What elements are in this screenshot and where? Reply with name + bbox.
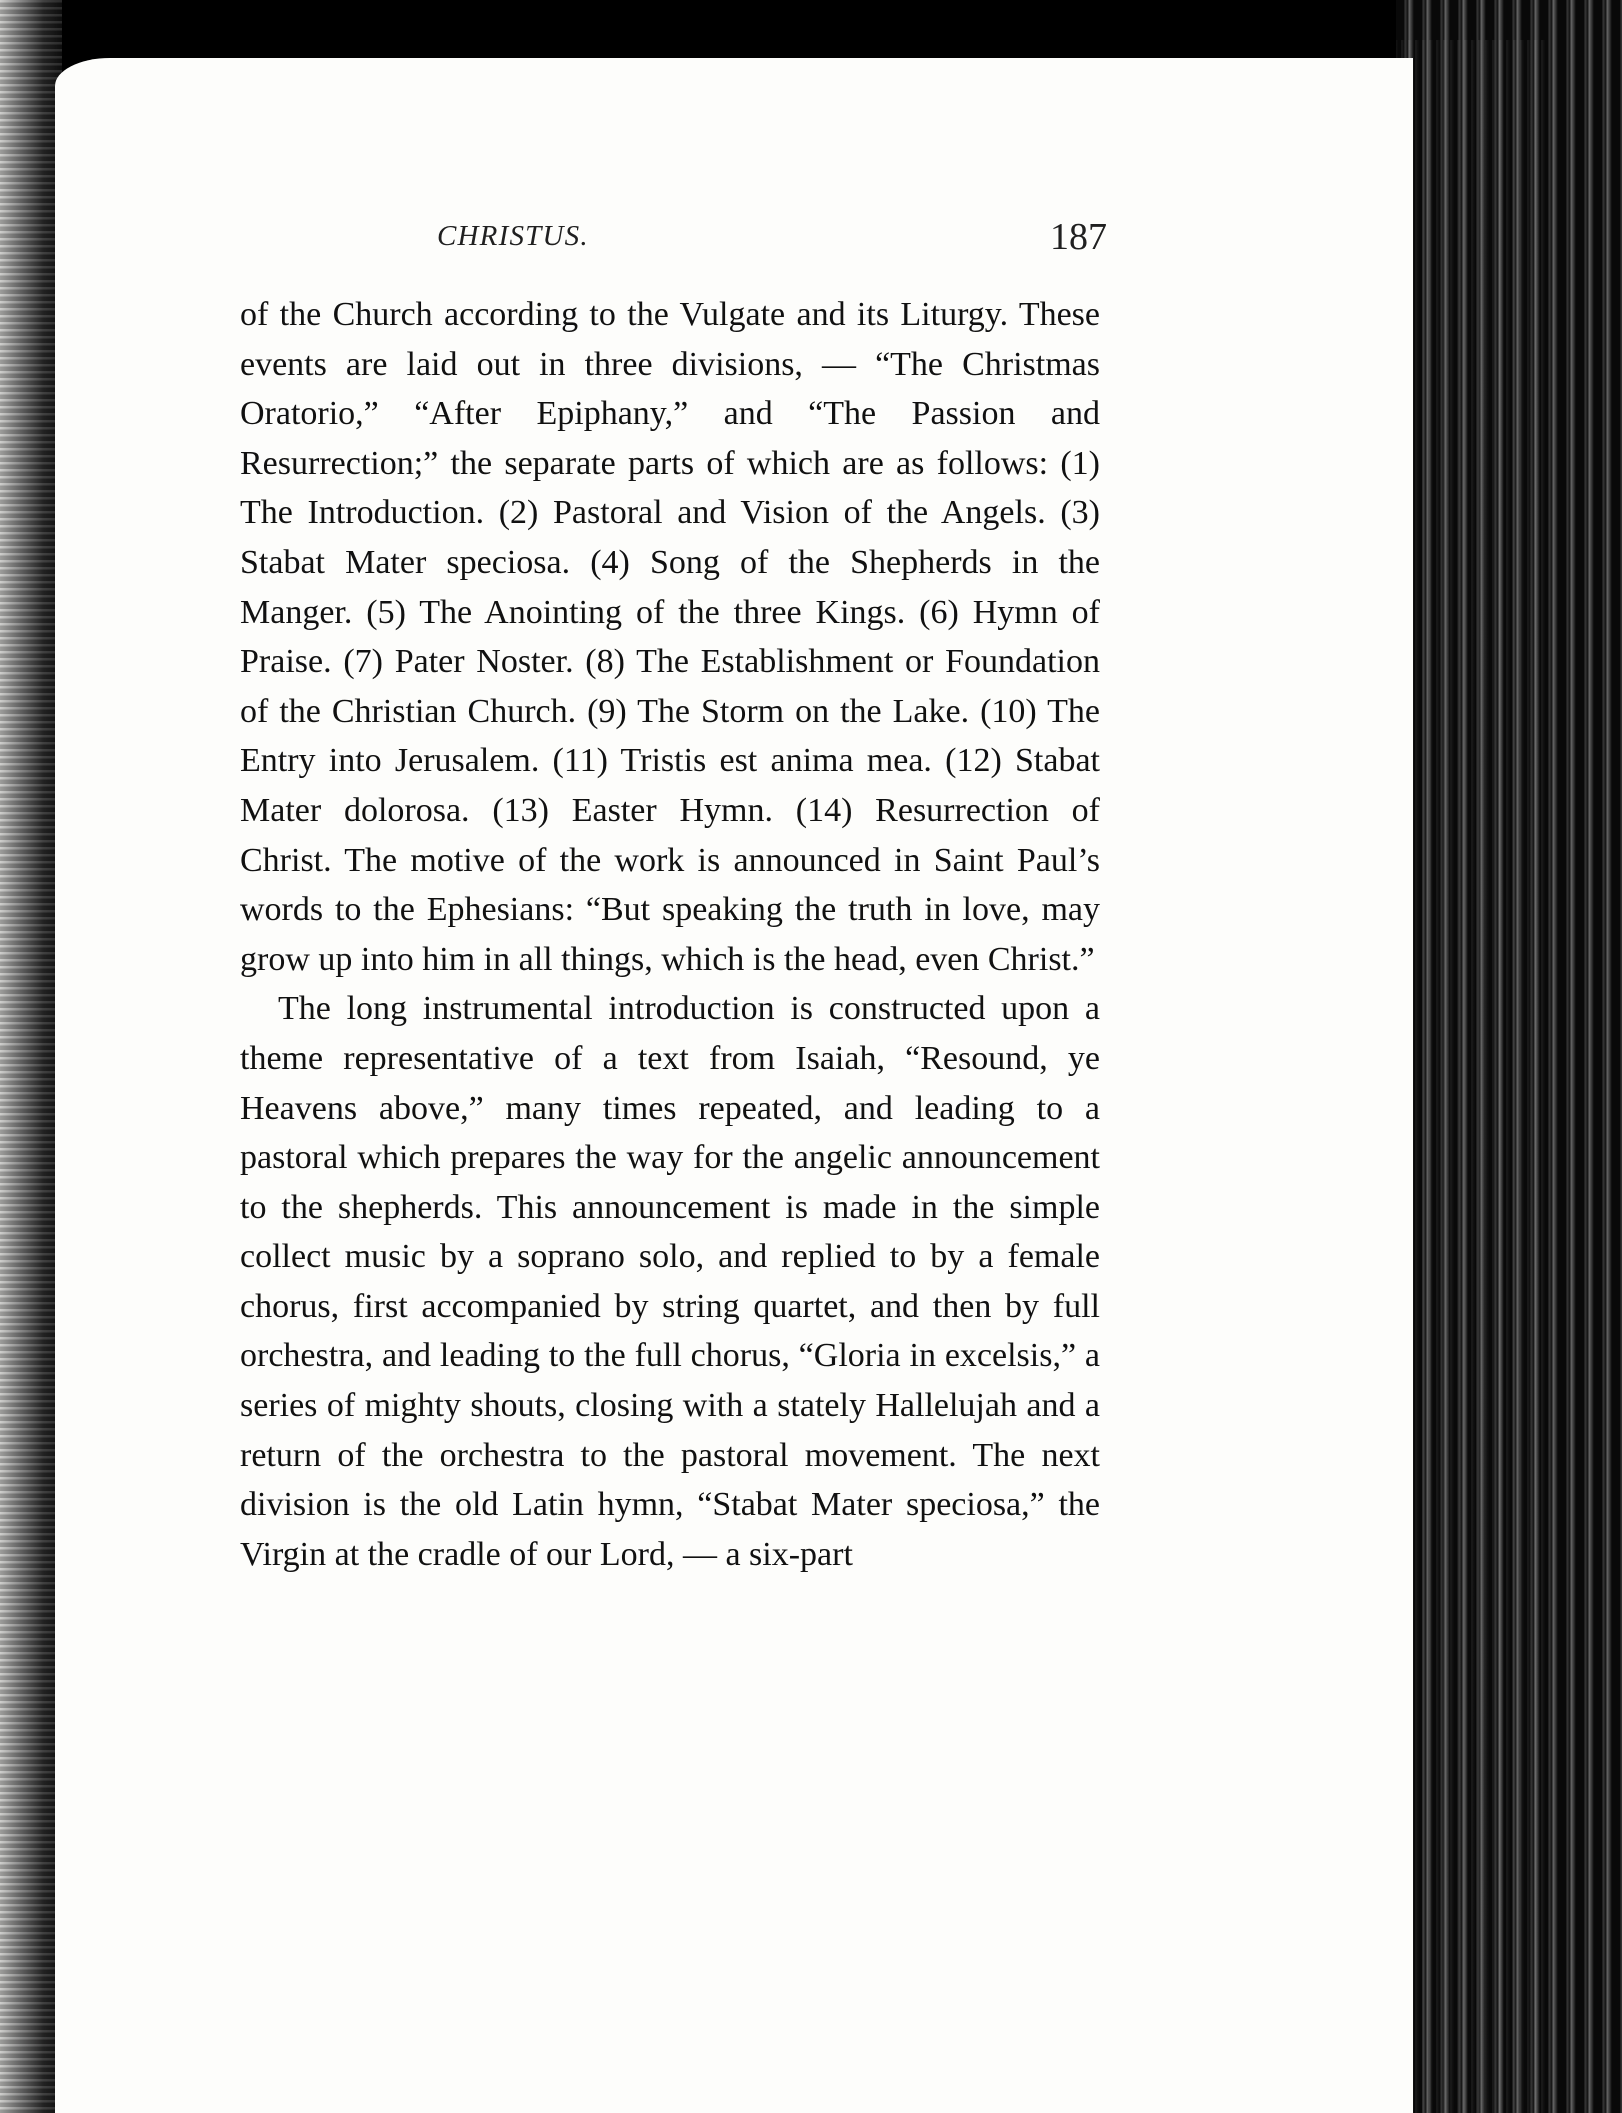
scan-top-border bbox=[0, 0, 1622, 58]
body-text bbox=[240, 290, 1100, 1579]
page-fore-edge bbox=[1396, 40, 1546, 2113]
page-edge-shadow bbox=[0, 0, 62, 2113]
page-number: 187 bbox=[1050, 216, 1107, 258]
running-head: CHRISTUS. bbox=[437, 220, 589, 252]
paragraph: of the Church according to the Vulgate and its Liturgy. These events are laid out in three divisions, — “The Christmas Oratorio,” “After Epiphany,” and “The Passion and Resurrection;” the separate parts of which are as follows: (1) The Introduction. (2) Pastoral and Vision of the Angels. (3) Stabat Mater speciosa. (4) Song of the Shepherds in the Manger. (5) The Anointing of the three Kings. (6) Hymn of Praise. (7) Pater Noster. (8) The Establishment or Foundation of the Christian Church. (9) The Storm on the Lake. (10) The Entry into Jerusalem. (11) Tristis est anima mea. (12) Stabat Mater dolorosa. (13) Easter Hymn. (14) Resurrection of Christ. The motive of the work is announced in Saint Paul’s words to the Ephesians: “But speaking the truth in love, may grow up into him in all things, which is the head, even Christ.” bbox=[240, 296, 1100, 978]
paragraph: The long instrumental introduction is constructed upon a theme representative of a text from Isaiah, “Resound, ye Heavens above,” many times repeated, and leading to a pastoral which prepares the way for the angelic announcement to the shepherds. This announcement is made in the simple collect music by a soprano solo, and replied to by a female chorus, first accompanied by string quartet, and then by full orchestra, and leading to the full chorus, “Gloria in excelsis,” a series of mighty shouts, closing with a stately Hallelujah and a return of the orchestra to the pastoral movement. The next division is the old Latin hymn, “Stabat Mater speciosa,” the Virgin at the cradle of our Lord, — a six-part bbox=[240, 990, 1100, 1573]
